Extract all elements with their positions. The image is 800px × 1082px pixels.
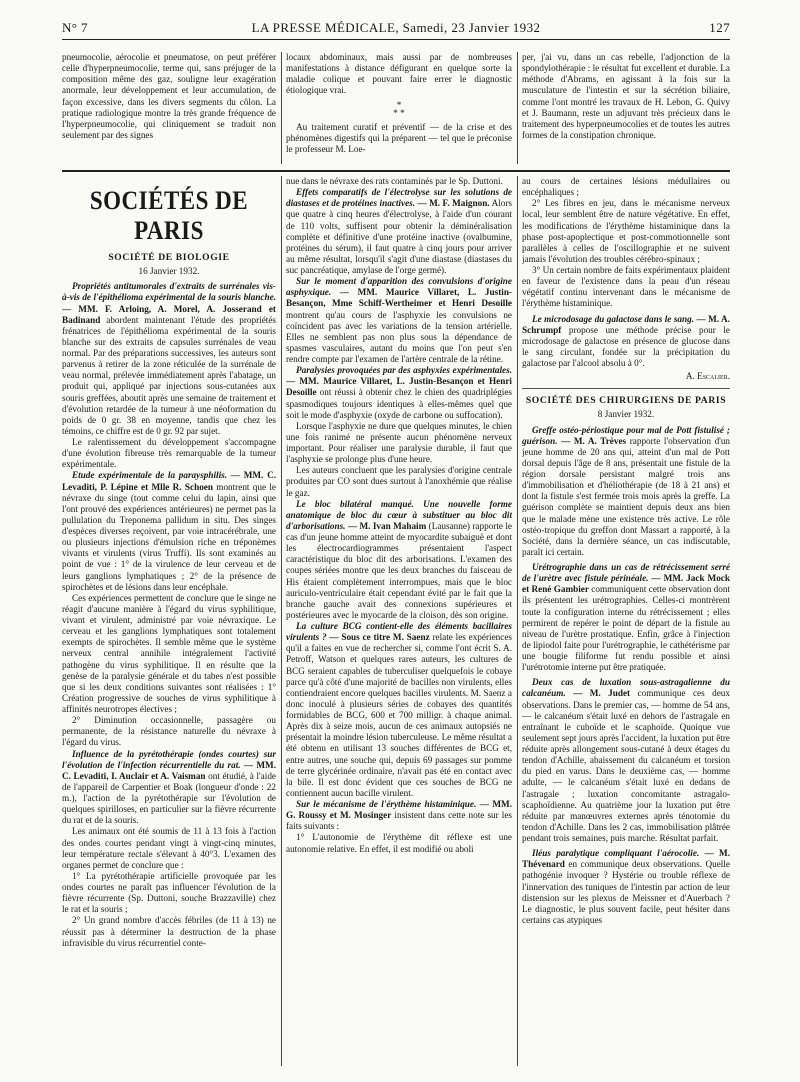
article-title: Effets comparatifs de l'électrolyse sur les solutions de diastases et de protéines inactives. xyxy=(286,187,512,209)
article xyxy=(286,799,512,832)
article-authors: — MM. G. Roussy et M. Mosinger xyxy=(286,799,512,821)
column-2 xyxy=(286,176,512,1066)
article-authors: — MM. Maurice Villaret, L. Justin-Besançon et Henri Desoille xyxy=(286,376,512,398)
article-authors: — M. Thévenard xyxy=(522,848,730,870)
article-authors: — M. A. Trèves xyxy=(557,435,627,446)
page-header xyxy=(62,6,730,40)
session-date: 16 Janvier 1932. xyxy=(138,266,200,277)
paragraph: nue dans le névraxe des rats contaminés par le Sp. Duttoni. xyxy=(286,176,503,186)
article-authors: — M. F. Maignon. xyxy=(415,198,490,209)
paragraph: Le ralentissement du développement s'accompagne d'une évolution fibreuse très remarquable de la tumeur expérimentale. xyxy=(62,437,276,470)
article-title: Sur le mécanisme de l'érythème histaminique. xyxy=(296,799,477,809)
article-authors: — M. Judet xyxy=(565,688,631,699)
top-column-3 xyxy=(522,52,730,141)
article xyxy=(522,425,730,559)
article-title: Influence de la pyrétothérapie (ondes courtes) sur l'évolution de l'infection récurrentielle du rat. xyxy=(62,748,276,770)
article-text: (Lausanne) rapporte le cas d'un jeune homme atteint de myocardite subaiguë et dont les électrocardiogrammes présentaient l'aspect caractéristique du bloc dit des arborisations. L'examen des coupes sériées montre que les deux branches du faisceau de His étaient complètement interrompues, mais que le bloc auriculo-ventriculaire était cependant évité par le fait que la branche gauche avait des connexions supérieures et postérieures avec le myocarde de la cloison, dès son origine. xyxy=(286,520,512,620)
column-divider xyxy=(517,176,518,1066)
society-title: SOCIÉTÉ DES CHIRURGIENS DE PARIS xyxy=(525,395,727,407)
section-stars: * xyxy=(396,99,402,110)
paragraph: Les auteurs concluent que les paralysies d'origine centrale produites par CO sont dues surtout à l'anoxhémie que réalise le gaz. xyxy=(286,465,512,498)
article-text: communiquent cette observation dont ils présentent les urétrographies. Celles-ci montrèrent toute la configuration interne du rétrécissement ; elles permirent de repérer le point de départ de la fistule au niveau de l'urètre prostatique. Enfin, grâce à l'injection de lipiodol faite pour l'urétrographie, le cathétérisme par une bougie filiforme fut rendu possible et ainsi l'urétrotomie interne put être pratiquée. xyxy=(522,584,730,673)
column-divider xyxy=(281,52,282,164)
paragraph: Ces expériences permettent de conclure que le singe ne réagit d'aucune manière à l'égard du virus syphilitique, vivant et virulent, administré par voie névraxique. Le cerveau et les ganglions lymphatiques sont totalement exempts de spirochètes. Il semble même que le système nerveux central annihile intégralement l'activité pathogène du virus syphilitique. Il en résulte que la genèse de la paralysie générale et du tabes n'est possible que si les deux conditions suivantes sont réalisées : 1° Création progressive de souches de virus syphilitique à affinités neurotropes électives ; xyxy=(62,592,276,714)
paragraph: per, j'ai vu, dans un cas rebelle, l'adjonction de la spondylothérapie : le résultat fut excellent et durable. La méthode d'Abrams, en agissant à la fois sur la musculature de l'intestin et sur la sécrétion biliaire, comme l'ont montré les travaux de H. Lebon, G. Quivy et J. Baumann, reste un adjuvant très précieux dans le traitement des hyperpneumocolies et de toutes les autres formes de la constipation chronique. xyxy=(522,52,730,140)
signature: A. Escalier. xyxy=(685,371,730,382)
top-column-2 xyxy=(286,52,512,155)
column-divider xyxy=(517,52,518,164)
article-title: Iléus paralytique compliquant l'aérocolie. xyxy=(532,848,700,859)
top-column-1 xyxy=(62,52,276,141)
paragraph: 2° Un grand nombre d'accès fébriles (de 11 à 13) ne réussit pas à déterminer la destruction de la phase infravisible du virus récurrentiel conte- xyxy=(62,915,276,948)
article xyxy=(62,470,276,592)
column-1 xyxy=(62,176,276,1066)
article-title: Deux cas de luxation sous-astragalienne du calcanéum. xyxy=(522,677,730,699)
article-authors: — MM. Jack Mock et René Gambier xyxy=(522,573,730,595)
paragraph: au cours de certaines lésions médullaires ou encéphaliques ; xyxy=(522,176,730,198)
section-stars: * * xyxy=(393,107,405,118)
article-text: en communique deux observations. Quelle pathogénie invoquer ? Hystérie ou trouble réflexe de l'innervation des tuniques de l'intestin par action de leur distension sur les plexus de Meissner et d'Auerbach ? Le diagnostic, le plus souvent facile, peut hésiter dans certains cas atypiques xyxy=(522,859,730,925)
article-authors: — MM. F. Arloing, A. Morel, A. Josserand et Badinand xyxy=(62,303,276,325)
article xyxy=(522,677,730,844)
article-title: Sur le moment d'apparition des convulsions d'origine asphyxique. xyxy=(286,276,512,298)
issue-number: N° 7 xyxy=(62,20,88,35)
article xyxy=(286,276,512,365)
article-text: ont étudié, à l'aide de l'appareil de Carpentier et Boak (longueur d'onde : 22 m.), l'action de la pyrétothérapie sur l'évolution de quelques spirilloses, en particulier sur la fièvre récurrente du rat et de la souris. xyxy=(62,770,276,826)
paragraph: Au traitement curatif et préventif — de la crise et des phénomènes digestifs qui la préparent — tel que le préconise le professeur M. Loe- xyxy=(286,121,512,154)
paragraph: 2° Diminution occasionnelle, passagère ou permanente, de la résistance naturelle du névraxe à l'égard du virus. xyxy=(62,715,276,748)
article-text: Alors que quatre à cinq heures d'électrolyse, à l'aide d'un courant de 110 volts, suffisent pour obtenir la déminéralisation complète et définitive d'une protéine inactive (ovalbumine, protéines du sérum), il faut quatre à cinq jours pour arriver au même résultat, lorsqu'il s'agit d'une diastase (diastases du suc pancréatique, amylase de l'orge germé). xyxy=(286,198,512,275)
article-text: montrent que le névraxe du singe (tout comme celui du lapin, ainsi que l'ont prouvé des expériences antérieures) ne permet pas la pullulation du Treponema pallidum in situ. Des singes d'espèces diverses reçoivent, par voie intracérébrale, une ou plusieurs injections d'émulsion riche en tréponèmes vivants et virulents (virus Truffi). Ils sont examinés au point de vue : 1° de la virulence de leur cerveau et de leurs ganglions lymphatiques ; 2° de la présence de spirochètes et de lésions dans leur encéphale. xyxy=(62,481,276,592)
article-text: abordent maintenant l'étude des propriétés frénatrices de l'épithélioma expérimental de la souris blanche sur des extraits de capsules surrénales de veau normal. Par des préparations successives, les auteurs sont parvenus à retirer de la zone réticulée de la surrénale de veau normal, prélevée immédiatement après l'abatage, un produit qui, appliqué par injections sous-cutanées aux souris greffées, aboutit après une semaine de traitement et d'évolution retardée de la tumeur à une néoformation du poids de 0 gr. 38 en moyenne, tandis que chez les témoins, ce chiffre est de 0 gr. 92 par sujet. xyxy=(62,314,276,436)
article-authors: — M. Ivan Mahaim xyxy=(345,520,427,531)
article-title: Propriétés antitumorales d'extraits de surrénales vis-à-vis de l'épithélioma expérimental de la souris blanche. xyxy=(62,281,276,303)
journal-title: LA PRESSE MÉDICALE, Samedi, 23 Janvier 1932 xyxy=(251,20,541,35)
article-text: insistent dans cette note sur les faits suivants : xyxy=(286,810,512,832)
article-authors: — Sous ce titre M. Saenz xyxy=(326,632,430,643)
paragraph: 1° La pyrétothérapie artificielle provoquée par les ondes courtes ne paraît pas influencer l'évolution de la fièvre récurrente (Sp. Duttoni, souche Brazzaville) chez le rat et la souris ; xyxy=(62,870,276,915)
article xyxy=(522,562,730,673)
article-text: communique ces deux observations. Dans le premier cas, — homme de 54 ans, — le calcanéum s'était luxé en dehors de l'astragale en entraînant le cuboïde et le scaphoïde. Quoique vue seulement sept jours après l'accident, la luxation put être réduite après allongement sous-cutané à deux étages du tendon d'Achille, abaissement du calcanéum et torsion du pied en varus. Dans le deuxième cas, — homme adulte, — le calcanéum s'était luxé en dedans de l'astragale ; luxation concomitante astragalo-scaphoïdienne. Au quatrième jour la luxation put être réduite par manœuvres externes après ténotomie du tendon d'Achille. Dans les 2 cas, immobilisation plâtrée pendant trois semaines, puis marche. Résultat parfait. xyxy=(522,688,730,843)
article-authors: — MM. Maurice Villaret, L. Justin-Besançon, Mme Schiff-Wertheimer et Henri Desoille xyxy=(286,287,512,309)
article xyxy=(286,621,512,799)
article-title: Le bloc bilatéral manqué. Une nouvelle forme anatomique de bloc du cœur à substituer au bloc dit d'arborisations. xyxy=(286,498,512,531)
article-text: propose une méthode précise pour le microdosage de galactose en présence de glucose dans le sang circulant, fondée sur la précipitation du galactose par l'alcool absolu à 0°. xyxy=(522,324,730,368)
session-date: 8 Janvier 1932. xyxy=(597,409,655,420)
article-authors: — MM. C. Levaditi, P. Lépine et Mlle R. Schoen xyxy=(62,470,276,492)
article-authors: — MM. C. Levaditi, I. Auclair et A. Vaisman xyxy=(62,759,276,781)
paragraph: Les animaux ont été soumis de 11 à 13 fois à l'action des ondes courtes pendant vingt à vingt-cinq minutes, leur température rectale s'élevant à 40°3. L'examen des organes permet de conclure que : xyxy=(62,826,276,870)
article xyxy=(62,281,276,437)
column-divider xyxy=(281,176,282,1066)
article-title: Le microdosage du galactose dans le sang. xyxy=(532,313,695,324)
article-title: Urétrographie dans un cas de rétrécissement serré de l'urètre avec fistule périnéale. xyxy=(522,562,730,584)
article-text: rapporte l'observation d'un jeune homme de 20 ans qui, atteint d'un mal de Pott dorsal depuis l'âge de 8 ans, présentait une fistule de la région dorsale persistant malgré trois ans d'immobilisation et d'héliothérapie (de 18 à 21 ans) et dont la fistule s'est fermée trois mois après la greffe. La guérison complète se maintient depuis deux ans bien que le malade mène une existence très active. Le rôle ostéo-tropique du greffon dont Massart a rapporté, à la Société, dans la dernière séance, un cas indiscutable, paraît ici certain. xyxy=(522,435,730,557)
article-title: Paralysies provoquées par des asphyxies expérimentales. xyxy=(296,365,512,376)
article-authors: — M. A. Schrumpf xyxy=(522,313,730,335)
paragraph: Lorsque l'asphyxie ne dure que quelques minutes, le chien une fois ranimé ne présente aucun phénomène nerveux important. Pour réaliser une paralysie durable, il faut que l'asphyxie se prolonge plus d'une heure. xyxy=(286,420,512,465)
section-rule xyxy=(62,170,730,172)
paragraph: pneumocolie, aérocolie et pneumatose, on peut préférer celle d'hyperpneumocolie, terme qui, sans préjuger de la composition même des gaz, souligne leur exagération anormale, leur développement et leur accumulation, de façon excessive, dans les divers segments du côlon. La pratique radiologique montre la très grande fréquence de l'hyperpneumocolie, qui cliniquement se traduit non seulement par des signes xyxy=(62,52,276,140)
paragraph: 3° Un certain nombre de faits expérimentaux plaident en faveur de l'existence dans la peau d'un réseau végétatif continu intervenant dans le mécanisme de l'érythème histaminique. xyxy=(522,265,730,309)
article-text: montrent qu'au cours de l'asphyxie les convulsions ne coïncident pas avec les variations de la tension artérielle. Elles ne semblent pas non plus sous la dépendance de spasmes vasculaires, autant du moins que l'on peut s'en rendre compte par l'examen de l'artère centrale de la rétine. xyxy=(286,309,512,364)
article xyxy=(286,187,512,276)
society-title: SOCIÉTÉ DE BIOLOGIE xyxy=(108,252,230,263)
article-text: relate les expériences qu'il a faites en vue de rechercher si, comme l'ont écrit S. A. Petroff, Watson et quelques rares auteurs, les cultures de BCG seraient capables de tuberculiser quelquefois le cobaye parce qu'à côté d'une majorité de bacilles non virulents, elles contiendraient encore quelques bacilles virulents. M. Saenz a donc inoculé à plusieurs séries de cobayes des quantités formidables de BCG, 600 et 700 milligr. à chaque animal. Après dix à seize mois, aucun de ces animaux autopsiés ne présentait la moindre lésion tuberculeuse. Le même résultat a été obtenu en utilisant 13 souches différentes de BCG et, entre autres, une souche qui, depuis 69 passages sur pomme de terre glycérinée ordinaire, n'avait pas été en contact avec la bile. Il est donc évident que ces souches de BCG ne contiennent aucun bacille virulent. xyxy=(286,632,512,798)
paragraph: 2° Les fibres en jeu, dans le mécanisme nerveux local, leur semblent être de nature végétative. En effet, les modifications de l'érythème histaminique dans la phase post-apoplectique et post-commotionnelle sont parallèles à celles de l'oscillographie et ne suivent jamais l'évolution des troubles cérébro-spinaux ; xyxy=(522,198,730,264)
paragraph: locaux abdominaux, mais aussi par de nombreuses manifestations à distance défigurant en quelque sorte la maladie colique et pouvant faire errer le diagnostic étiologique vrai. xyxy=(286,52,512,96)
article xyxy=(286,365,512,421)
article-title: La culture BCG contient-elle des éléments bacillaires virulents ? xyxy=(286,621,512,643)
page-number: 127 xyxy=(709,20,730,35)
article xyxy=(522,848,730,926)
article-title: Greffe ostéo-périostique pour mal de Pott fistulisé ; guérison. xyxy=(522,424,730,446)
article xyxy=(62,749,276,827)
paragraph: 1° L'autonomie de l'érythème dit réflexe est une autonomie relative. En effet, il est modifié ou aboli xyxy=(286,832,512,854)
section-heading: SOCIÉTÉS DE PARIS xyxy=(89,186,249,245)
article-title: Etude expérimentale de la paraysphilis. xyxy=(72,470,228,481)
article-text: ont réussi à obtenir chez le chien des quadriplégies spasmodiques toujours identiques à elles-mêmes quel que soit le mode d'asphyxie (oxyde de carbone ou suffocation). xyxy=(286,387,512,420)
article xyxy=(286,499,512,621)
article xyxy=(522,314,730,370)
column-3 xyxy=(522,176,730,1066)
divider xyxy=(522,388,730,389)
